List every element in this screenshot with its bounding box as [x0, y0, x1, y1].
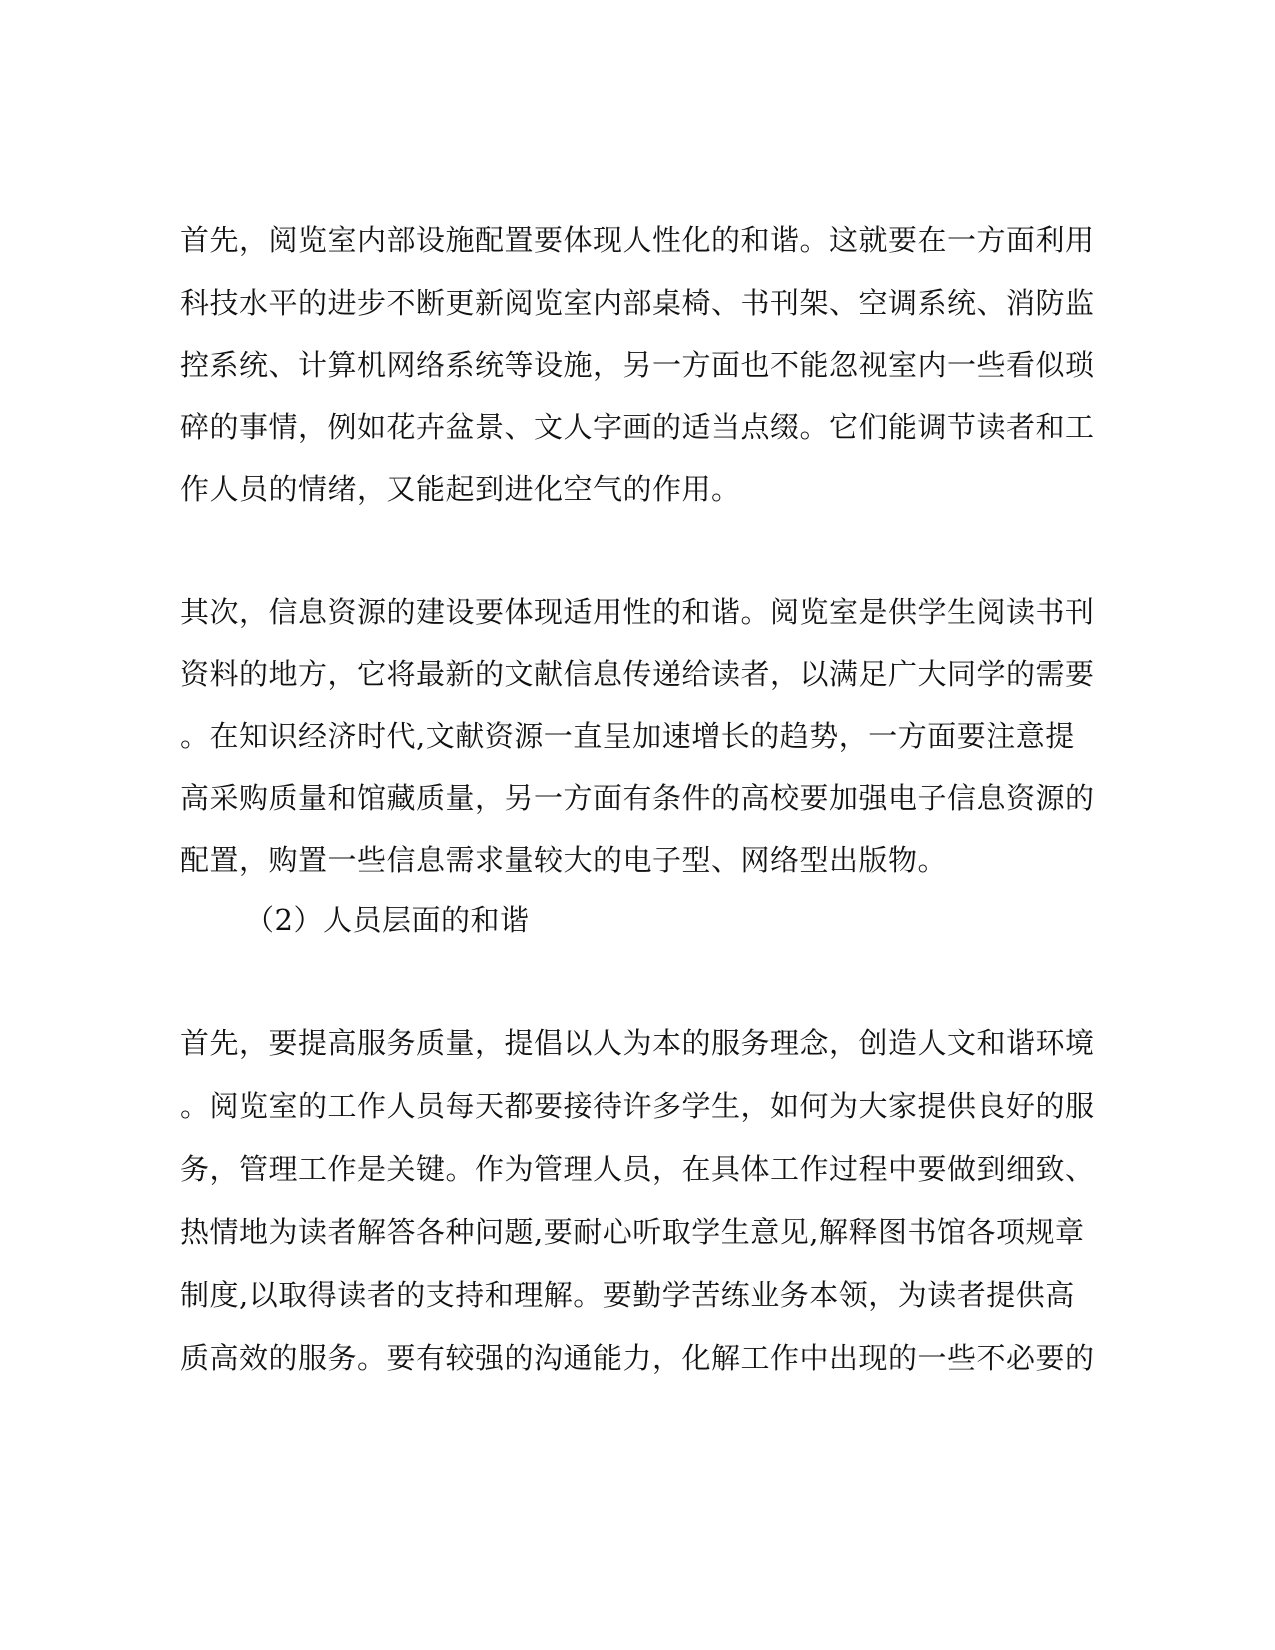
text-line: 配置，购置一些信息需求量较大的电子型、网络型出版物。: [180, 843, 948, 877]
section-heading: （2）人员层面的和谐: [245, 903, 530, 937]
text-line: 控系统、计算机网络系统等设施，另一方面也不能忽视室内一些看似琐: [180, 348, 1095, 382]
text-line: 高采购质量和馆藏质量，另一方面有条件的高校要加强电子信息资源的: [180, 781, 1095, 815]
text-line: 务，管理工作是关键。作为管理人员，在具体工作过程中要做到细致、: [180, 1152, 1095, 1186]
text-line: 热情地为读者解答各种问题,要耐心听取学生意见,解释图书馆各项规章: [180, 1215, 1085, 1249]
text-line: 资料的地方，它将最新的文献信息传递给读者，以满足广大同学的需要: [180, 657, 1095, 691]
text-line: 制度,以取得读者的支持和理解。要勤学苦练业务本领，为读者提供高: [180, 1278, 1075, 1312]
text-line: 科技水平的进步不断更新阅览室内部桌椅、书刊架、空调系统、消防监: [180, 286, 1095, 320]
text-line: 。在知识经济时代,文献资源一直呈加速增长的趋势，一方面要注意提: [180, 719, 1075, 753]
text-line: 首先，要提高服务质量，提倡以人为本的服务理念，创造人文和谐环境: [180, 1026, 1095, 1060]
text-line: 。阅览室的工作人员每天都要接待许多学生，如何为大家提供良好的服: [180, 1089, 1095, 1123]
text-line: 首先，阅览室内部设施配置要体现人性化的和谐。这就要在一方面利用: [180, 223, 1095, 257]
text-line: 碎的事情，例如花卉盆景、文人字画的适当点缀。它们能调节读者和工: [180, 410, 1095, 444]
text-line: 其次，信息资源的建设要体现适用性的和谐。阅览室是供学生阅读书刊: [180, 595, 1095, 629]
text-line: 作人员的情绪，又能起到进化空气的作用。: [180, 472, 741, 506]
text-line: 质高效的服务。要有较强的沟通能力，化解工作中出现的一些不必要的: [180, 1341, 1095, 1375]
